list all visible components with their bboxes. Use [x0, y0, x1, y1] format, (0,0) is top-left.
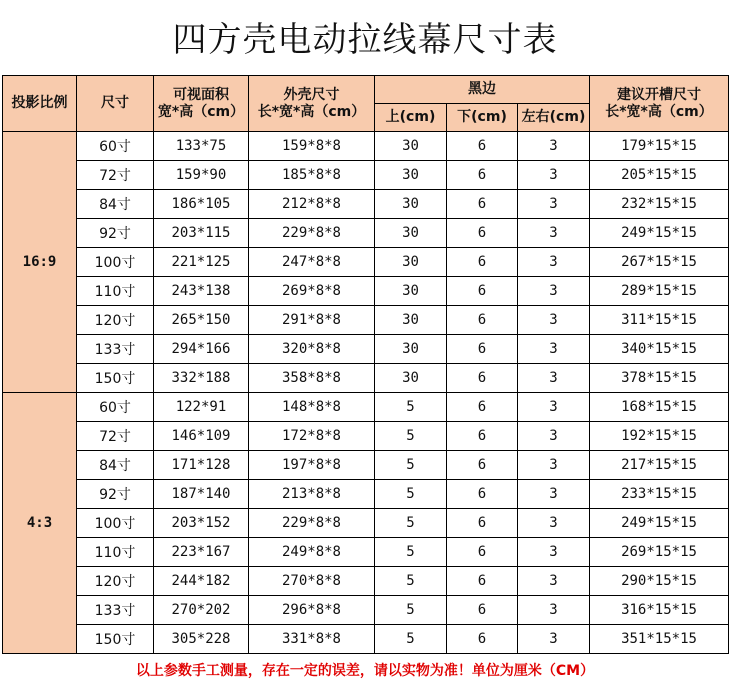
slot-size-cell: 289*15*15	[590, 277, 729, 306]
shell-size-cell: 185*8*8	[249, 161, 375, 190]
slot-size-cell: 232*15*15	[590, 190, 729, 219]
border-bottom-cell: 6	[447, 335, 518, 364]
table-row	[3, 538, 729, 567]
table-body	[3, 132, 729, 654]
shell-size-cell: 291*8*8	[249, 306, 375, 335]
header-shell-line1: 外壳尺寸	[283, 86, 340, 103]
border-top-cell: 30	[375, 132, 447, 161]
shell-size-cell: 320*8*8	[249, 335, 375, 364]
size-cell: 150寸	[77, 364, 154, 393]
size-cell: 133寸	[77, 335, 154, 364]
size-cell: 84寸	[77, 190, 154, 219]
border-top-cell: 30	[375, 219, 447, 248]
visible-area-cell: 221*125	[154, 248, 249, 277]
shell-size-cell: 159*8*8	[249, 132, 375, 161]
header-ratio: 投影比例	[3, 76, 77, 132]
slot-size-cell: 290*15*15	[590, 567, 729, 596]
size-cell: 60寸	[77, 132, 154, 161]
border-top-cell: 30	[375, 161, 447, 190]
border-lr-cell: 3	[518, 393, 590, 422]
size-cell: 110寸	[77, 538, 154, 567]
table-row	[3, 393, 729, 422]
border-top-cell: 5	[375, 451, 447, 480]
slot-size-cell: 351*15*15	[590, 625, 729, 654]
shell-size-cell: 331*8*8	[249, 625, 375, 654]
size-cell: 60寸	[77, 393, 154, 422]
border-bottom-cell: 6	[447, 596, 518, 625]
header-slot-line1: 建议开槽尺寸	[617, 86, 701, 103]
size-cell: 84寸	[77, 451, 154, 480]
table-row	[3, 306, 729, 335]
size-cell: 100寸	[77, 248, 154, 277]
table-row	[3, 625, 729, 654]
ratio-cell: 4:3	[3, 393, 77, 654]
border-top-cell: 5	[375, 422, 447, 451]
border-top-cell: 30	[375, 306, 447, 335]
table-row	[3, 132, 729, 161]
table-row	[3, 219, 729, 248]
visible-area-cell: 187*140	[154, 480, 249, 509]
border-bottom-cell: 6	[447, 132, 518, 161]
slot-size-cell: 340*15*15	[590, 335, 729, 364]
border-top-cell: 5	[375, 625, 447, 654]
table-row	[3, 422, 729, 451]
border-lr-cell: 3	[518, 132, 590, 161]
border-lr-cell: 3	[518, 625, 590, 654]
border-top-cell: 5	[375, 538, 447, 567]
border-bottom-cell: 6	[447, 219, 518, 248]
border-bottom-cell: 6	[447, 190, 518, 219]
border-lr-cell: 3	[518, 277, 590, 306]
border-bottom-cell: 6	[447, 538, 518, 567]
table-row	[3, 364, 729, 393]
size-cell: 72寸	[77, 161, 154, 190]
border-top-cell: 30	[375, 277, 447, 306]
table-row	[3, 596, 729, 625]
slot-size-cell: 269*15*15	[590, 538, 729, 567]
border-bottom-cell: 6	[447, 161, 518, 190]
table-row	[3, 335, 729, 364]
header-slot-line2: 长*宽*高（cm）	[605, 103, 713, 120]
border-top-cell: 5	[375, 393, 447, 422]
border-lr-cell: 3	[518, 596, 590, 625]
border-lr-cell: 3	[518, 219, 590, 248]
border-lr-cell: 3	[518, 422, 590, 451]
border-lr-cell: 3	[518, 190, 590, 219]
shell-size-cell: 197*8*8	[249, 451, 375, 480]
visible-area-cell: 146*109	[154, 422, 249, 451]
table-row	[3, 567, 729, 596]
border-lr-cell: 3	[518, 567, 590, 596]
table-row	[3, 509, 729, 538]
border-bottom-cell: 6	[447, 248, 518, 277]
visible-area-cell: 122*91	[154, 393, 249, 422]
visible-area-cell: 265*150	[154, 306, 249, 335]
size-cell: 120寸	[77, 567, 154, 596]
shell-size-cell: 229*8*8	[249, 509, 375, 538]
border-top-cell: 5	[375, 509, 447, 538]
slot-size-cell: 249*15*15	[590, 219, 729, 248]
slot-size-cell: 311*15*15	[590, 306, 729, 335]
header-slot-size	[590, 76, 729, 132]
slot-size-cell: 217*15*15	[590, 451, 729, 480]
slot-size-cell: 267*15*15	[590, 248, 729, 277]
visible-area-cell: 203*152	[154, 509, 249, 538]
shell-size-cell: 213*8*8	[249, 480, 375, 509]
size-cell: 110寸	[77, 277, 154, 306]
border-top-cell: 30	[375, 190, 447, 219]
visible-area-cell: 186*105	[154, 190, 249, 219]
shell-size-cell: 172*8*8	[249, 422, 375, 451]
size-cell: 92寸	[77, 480, 154, 509]
shell-size-cell: 269*8*8	[249, 277, 375, 306]
border-bottom-cell: 6	[447, 393, 518, 422]
size-cell: 100寸	[77, 509, 154, 538]
size-cell: 133寸	[77, 596, 154, 625]
border-lr-cell: 3	[518, 335, 590, 364]
border-bottom-cell: 6	[447, 306, 518, 335]
slot-size-cell: 179*15*15	[590, 132, 729, 161]
visible-area-cell: 305*228	[154, 625, 249, 654]
slot-size-cell: 192*15*15	[590, 422, 729, 451]
border-lr-cell: 3	[518, 451, 590, 480]
shell-size-cell: 212*8*8	[249, 190, 375, 219]
shell-size-cell: 247*8*8	[249, 248, 375, 277]
visible-area-cell: 270*202	[154, 596, 249, 625]
visible-area-cell: 244*182	[154, 567, 249, 596]
table-row	[3, 190, 729, 219]
shell-size-cell: 270*8*8	[249, 567, 375, 596]
border-lr-cell: 3	[518, 538, 590, 567]
border-bottom-cell: 6	[447, 451, 518, 480]
shell-size-cell: 296*8*8	[249, 596, 375, 625]
header-black-border: 黑边	[375, 76, 590, 104]
shell-size-cell: 358*8*8	[249, 364, 375, 393]
header-visible-line2: 宽*高（cm）	[157, 103, 245, 120]
border-top-cell: 30	[375, 364, 447, 393]
table-row	[3, 248, 729, 277]
visible-area-cell: 294*166	[154, 335, 249, 364]
size-cell: 150寸	[77, 625, 154, 654]
header-border-top: 上(cm)	[375, 104, 447, 132]
shell-size-cell: 148*8*8	[249, 393, 375, 422]
border-bottom-cell: 6	[447, 509, 518, 538]
size-cell: 120寸	[77, 306, 154, 335]
header-visible-area	[154, 76, 249, 132]
visible-area-cell: 332*188	[154, 364, 249, 393]
border-lr-cell: 3	[518, 248, 590, 277]
ratio-cell: 16:9	[3, 132, 77, 393]
page-title: 四方壳电动拉线幕尺寸表	[172, 20, 558, 60]
slot-size-cell: 205*15*15	[590, 161, 729, 190]
slot-size-cell: 233*15*15	[590, 480, 729, 509]
visible-area-cell: 243*138	[154, 277, 249, 306]
border-bottom-cell: 6	[447, 422, 518, 451]
header-border-bottom: 下(cm)	[447, 104, 518, 132]
border-bottom-cell: 6	[447, 567, 518, 596]
border-bottom-cell: 6	[447, 480, 518, 509]
table-row	[3, 277, 729, 306]
header-border-lr: 左右(cm)	[518, 104, 590, 132]
border-lr-cell: 3	[518, 480, 590, 509]
visible-area-cell: 171*128	[154, 451, 249, 480]
table-row	[3, 480, 729, 509]
visible-area-cell: 133*75	[154, 132, 249, 161]
shell-size-cell: 249*8*8	[249, 538, 375, 567]
footnote: 以上参数手工测量，存在一定的误差，请以实物为准！单位为厘米（CM）	[135, 663, 595, 679]
size-cell: 92寸	[77, 219, 154, 248]
header-shell-line2: 长*宽*高（cm）	[257, 103, 366, 120]
header-shell-size	[249, 76, 375, 132]
header-visible-line1: 可视面积	[173, 86, 229, 103]
slot-size-cell: 249*15*15	[590, 509, 729, 538]
slot-size-cell: 168*15*15	[590, 393, 729, 422]
visible-area-cell: 159*90	[154, 161, 249, 190]
header-size: 尺寸	[77, 76, 154, 132]
border-lr-cell: 3	[518, 306, 590, 335]
slot-size-cell: 316*15*15	[590, 596, 729, 625]
visible-area-cell: 203*115	[154, 219, 249, 248]
size-cell: 72寸	[77, 422, 154, 451]
border-bottom-cell: 6	[447, 625, 518, 654]
border-lr-cell: 3	[518, 364, 590, 393]
table-row	[3, 451, 729, 480]
border-top-cell: 5	[375, 567, 447, 596]
table-row	[3, 161, 729, 190]
border-top-cell: 30	[375, 248, 447, 277]
border-bottom-cell: 6	[447, 277, 518, 306]
border-lr-cell: 3	[518, 509, 590, 538]
border-top-cell: 5	[375, 480, 447, 509]
shell-size-cell: 229*8*8	[249, 219, 375, 248]
border-top-cell: 5	[375, 596, 447, 625]
border-top-cell: 30	[375, 335, 447, 364]
border-lr-cell: 3	[518, 161, 590, 190]
size-table	[2, 75, 729, 654]
slot-size-cell: 378*15*15	[590, 364, 729, 393]
visible-area-cell: 223*167	[154, 538, 249, 567]
border-bottom-cell: 6	[447, 364, 518, 393]
